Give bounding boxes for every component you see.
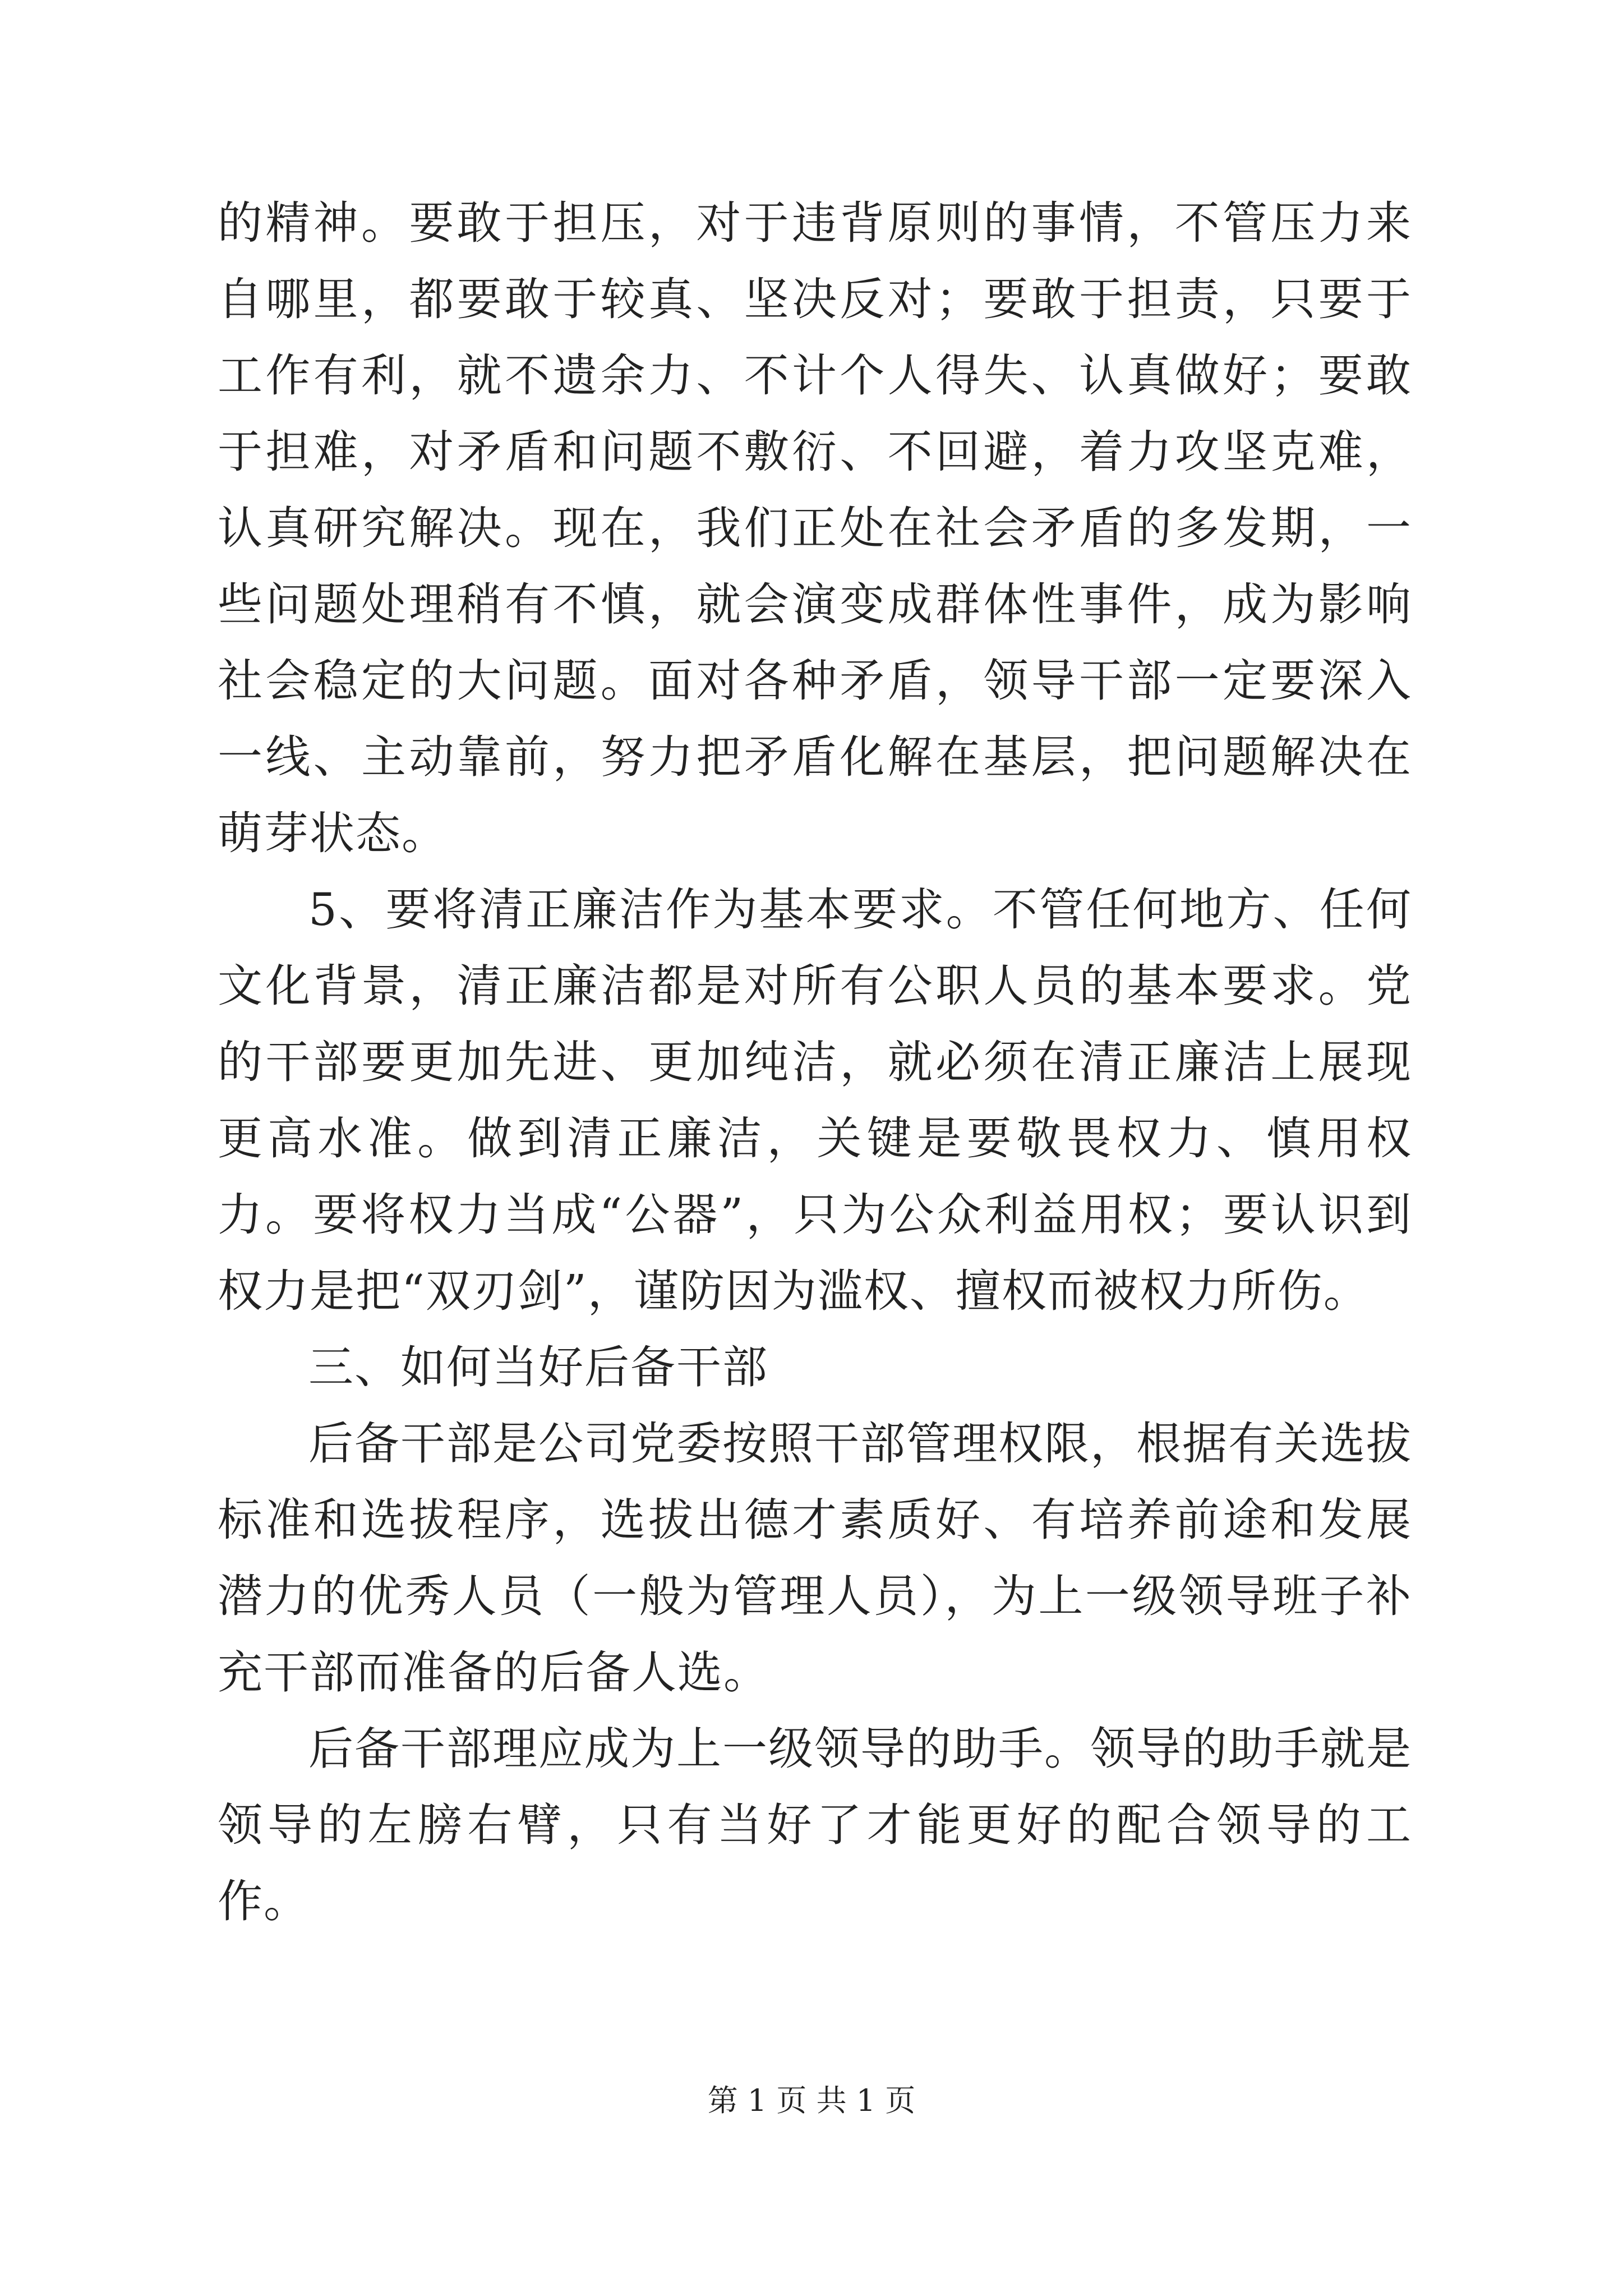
page-number-footer: 第 1 页 共 1 页 [707,2083,916,2118]
paragraph-integrity: 5、要将清正廉洁作为基本要求。不管任何地方、任何文化背景，清正廉洁都是对所有公职人员的基本要求。党的干部要更加先进、更加纯洁，就必须在清正廉洁上展现更高水准。做到清正廉洁，关键是要敬畏权力、慎用权力。要将权力当成“公器”，只为公众利益用权；要认识到权力是把“双刃剑”，谨防因为滥权、擅权而被权力所伤。 [218,884,1412,1317]
paragraph-reserve-definition: 后备干部是公司党委按照干部管理权限，根据有关选拔标准和选拔程序，选拔出德才素质好、有培养前途和发展潜力的优秀人员（一般为管理人员），为上一级领导班子补充干部而准备的后备人选。 [218,1418,1412,1699]
section-heading: 三、如何当好后备干部 [308,1341,768,1393]
paragraph-reserve-role: 后备干部理应成为上一级领导的助手。领导的助手就是领导的左膀右臂，只有当好了才能更好的配合领导的工作。 [218,1723,1412,1927]
paragraph-continuation: 的精神。要敢于担压，对于违背原则的事情，不管压力来自哪里，都要敢于较真、坚决反对；要敢于担责，只要于工作有利，就不遗余力、不计个人得失、认真做好；要敢于担难，对矛盾和问题不敷衍、不回避，着力攻坚克难，认真研究解决。现在，我们正处在社会矛盾的多发期，一些问题处理稍有不慎，就会演变成群体性事件，成为影响社会稳定的大问题。面对各种矛盾，领导干部一定要深入一线、主动靠前，努力把矛盾化解在基层，把问题解决在萌芽状态。 [218,197,1412,859]
document-body [218,185,1412,1940]
